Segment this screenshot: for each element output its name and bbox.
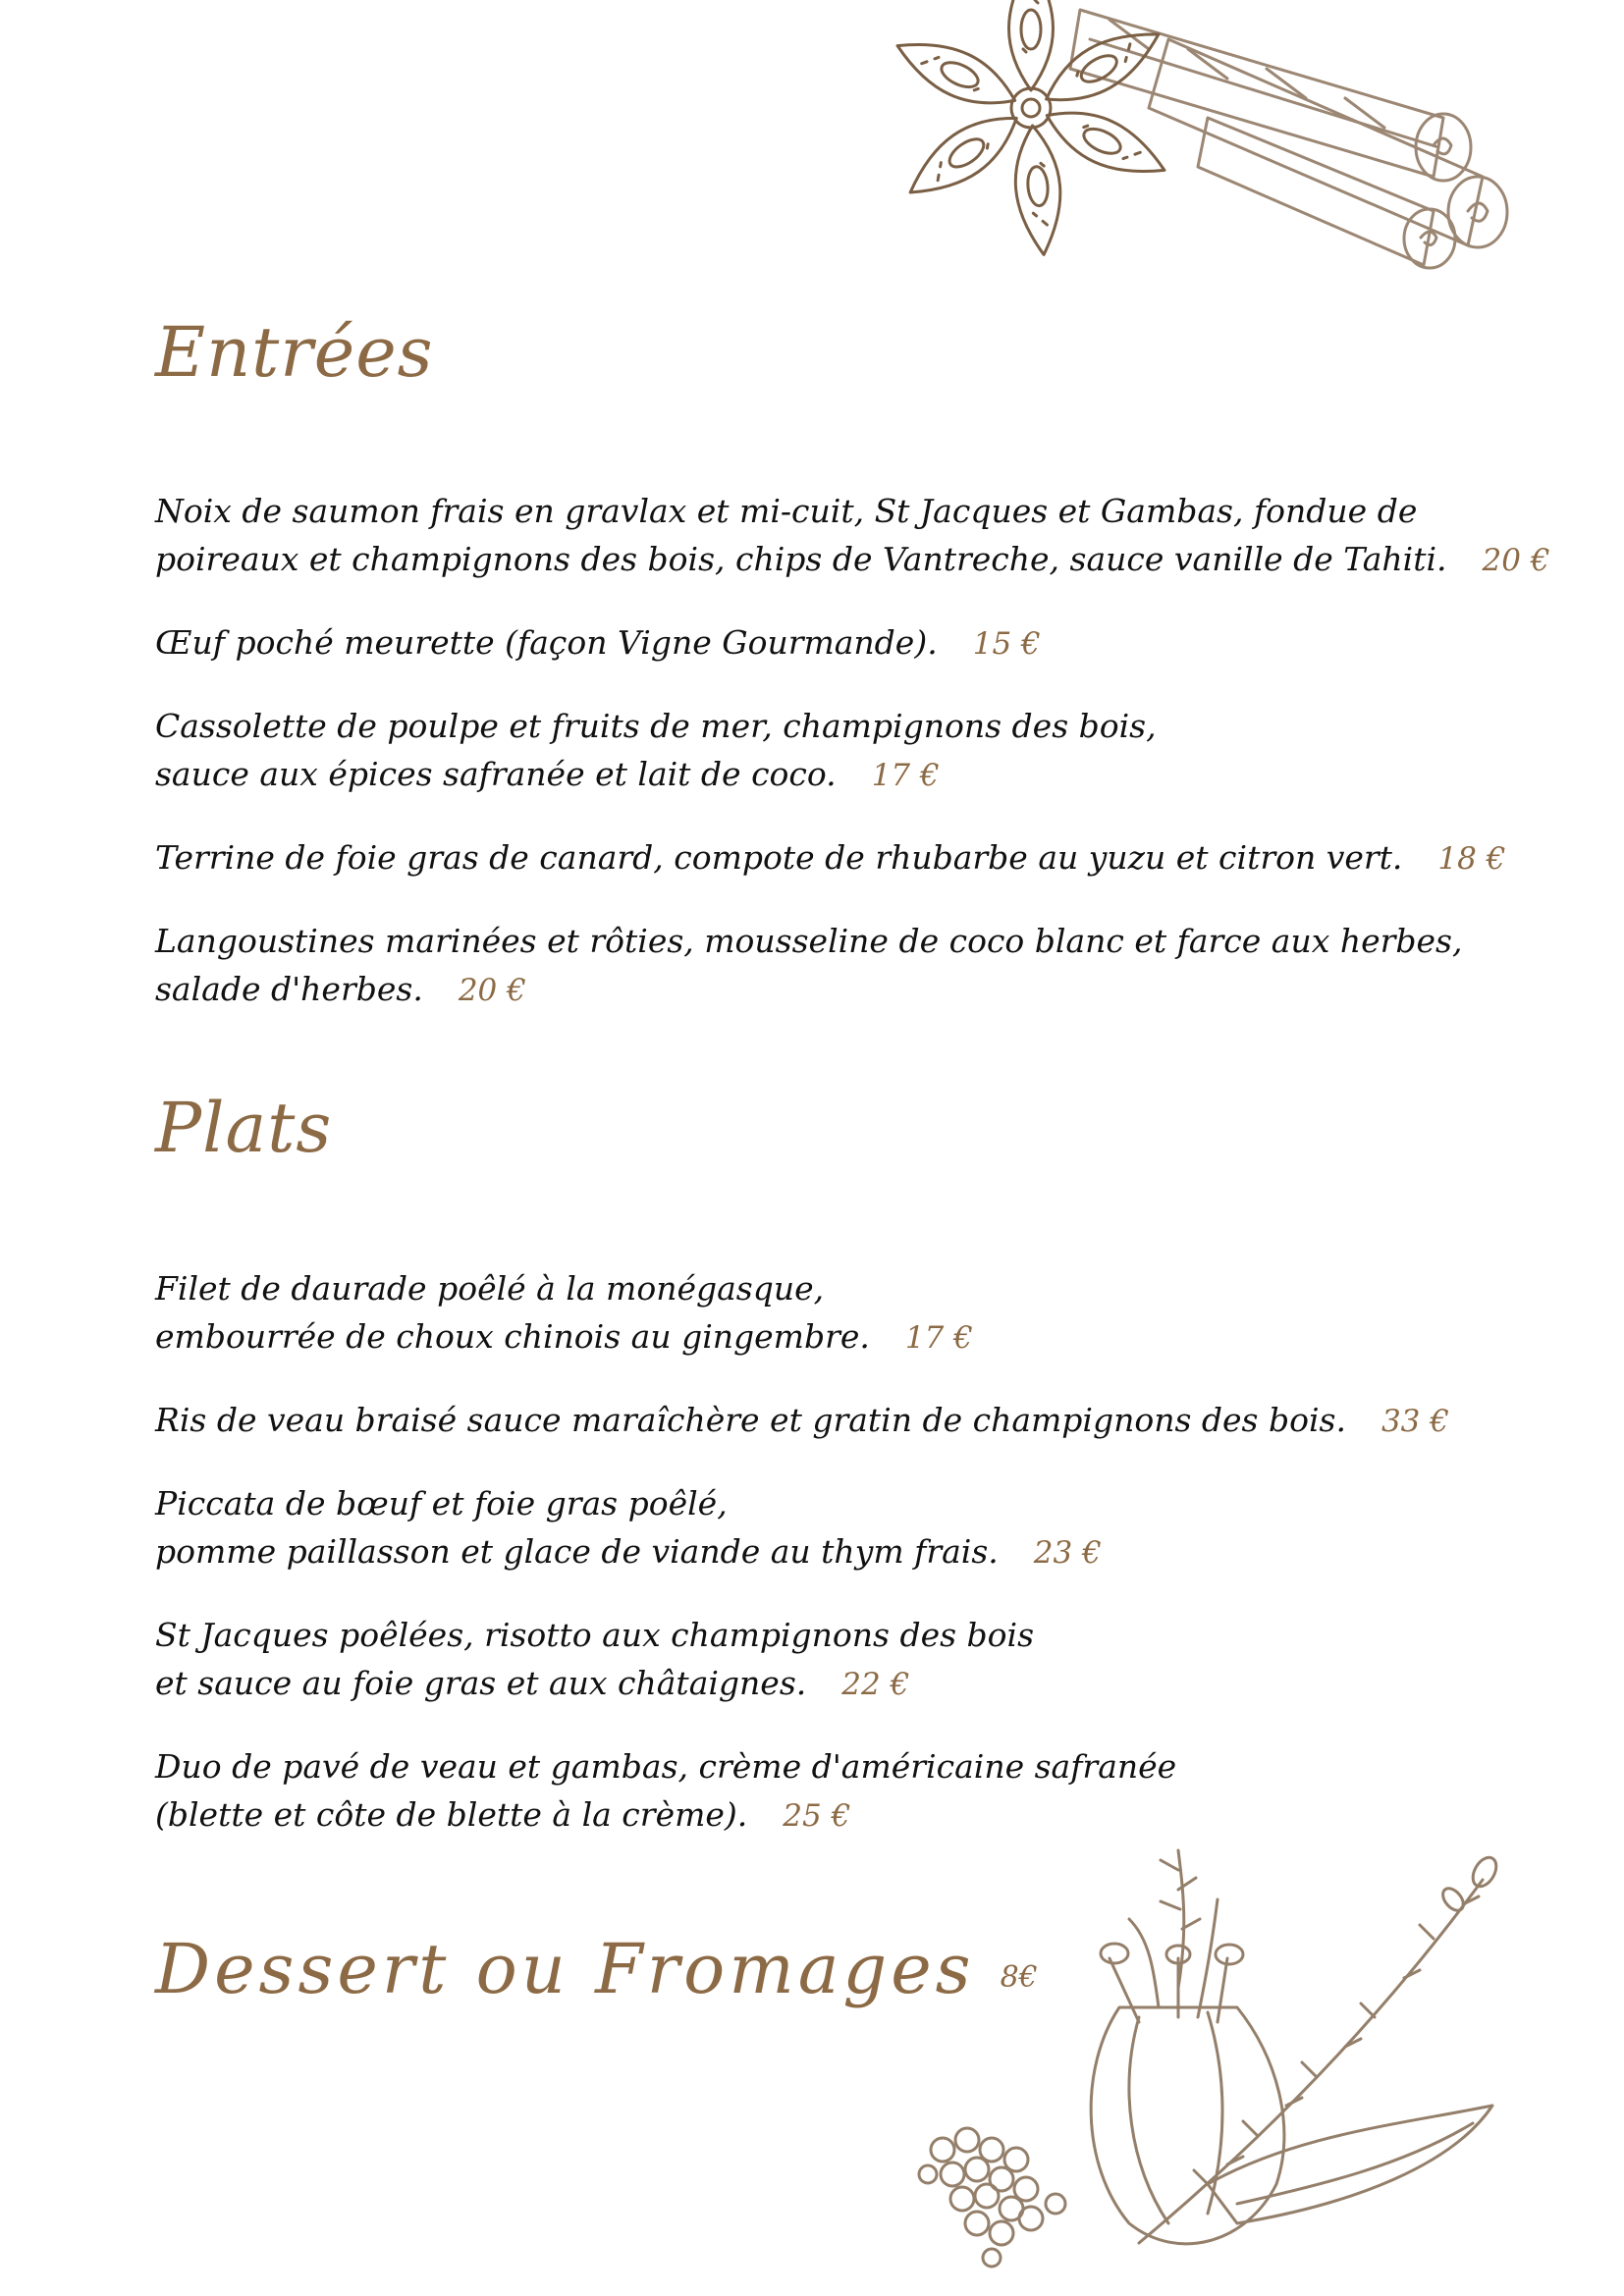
entrees-title: Entrées (155, 312, 434, 393)
dish-price: 33 € (1380, 1404, 1449, 1439)
dessert-price: 8€ (1000, 1960, 1038, 1995)
dish-price: 20 € (1482, 543, 1550, 578)
list-item (155, 917, 1490, 1015)
dish-description-line: St Jacques poêlées, risotto aux champignons des bois (155, 1616, 1035, 1654)
dish-description-line: Duo de pavé de veau et gambas, crème d'américaine safranée (155, 1747, 1177, 1786)
dish-description-line: Terrine de foie gras de canard, compote de rhubarbe au yuzu et citron vert. 18 € (155, 838, 1506, 877)
dish-description-line: Piccata de bœuf et foie gras poêlé, (155, 1484, 728, 1522)
dish-description-line: poireaux et champignons des bois, chips de Vantreche, sauce vanille de Tahiti. 20 € (155, 540, 1550, 578)
list-item (155, 1264, 1490, 1362)
dish-description-line: Noix de saumon frais en gravlax et mi-cuit, St Jacques et Gambas, fondue de (155, 492, 1418, 530)
dish-description-line: Cassolette de poulpe et fruits de mer, champignons des bois, (155, 707, 1157, 745)
plats-title: Plats (155, 1088, 333, 1168)
dish-description-line: salade d'herbes. 20 € (155, 970, 526, 1008)
entrees-list (155, 487, 1550, 1048)
dish-description-line: (blette et côte de blette à la crème). 25 € (155, 1795, 851, 1834)
star-anise-cinnamon-illustration (756, 0, 1532, 373)
fennel-peppercorn-thyme-illustration (884, 1811, 1512, 2296)
dish-description-line: pomme paillasson et glace de viande au thym frais. 23 € (155, 1532, 1102, 1571)
list-item (155, 1611, 1490, 1709)
dish-price: 25 € (783, 1798, 851, 1834)
dish-description-line: Filet de daurade poêlé à la monégasque, (155, 1269, 825, 1308)
star-anise-illustration (889, 0, 1174, 256)
dish-description-line: Œuf poché meurette (façon Vigne Gourmande). 15 € (155, 623, 1041, 662)
dish-price: 20 € (458, 973, 526, 1008)
dish-price: 15 € (972, 626, 1041, 662)
dish-description-line: sauce aux épices safranée et lait de coco. 17 € (155, 755, 940, 793)
list-item (155, 487, 1550, 585)
plats-list (155, 1264, 1490, 1874)
list-item (155, 1479, 1490, 1577)
dish-description-line: et sauce au foie gras et aux châtaignes. 22 € (155, 1664, 910, 1702)
peppercorns-icon (919, 2128, 1065, 2267)
list-item (155, 618, 1490, 668)
fennel-bulb-icon (1091, 2007, 1284, 2244)
dish-price: 17 € (871, 758, 940, 793)
chili-pepper-icon (1208, 2106, 1492, 2223)
dish-price: 17 € (904, 1320, 973, 1356)
list-item (155, 1396, 1490, 1446)
list-item (155, 833, 1506, 883)
dish-price: 22 € (841, 1667, 910, 1702)
dish-description-line: Langoustines marinées et rôties, mousseline de coco blanc et farce aux herbes, (155, 922, 1463, 960)
list-item (155, 702, 1490, 800)
dish-description-line: Ris de veau braisé sauce maraîchère et gratin de champignons des bois. 33 € (155, 1401, 1449, 1439)
dish-price: 18 € (1437, 841, 1506, 877)
dish-price: 23 € (1033, 1535, 1102, 1571)
dish-description-line: embourrée de choux chinois au gingembre. 17 € (155, 1317, 973, 1356)
dessert-title-text: Dessert ou Fromages (155, 1929, 975, 2009)
